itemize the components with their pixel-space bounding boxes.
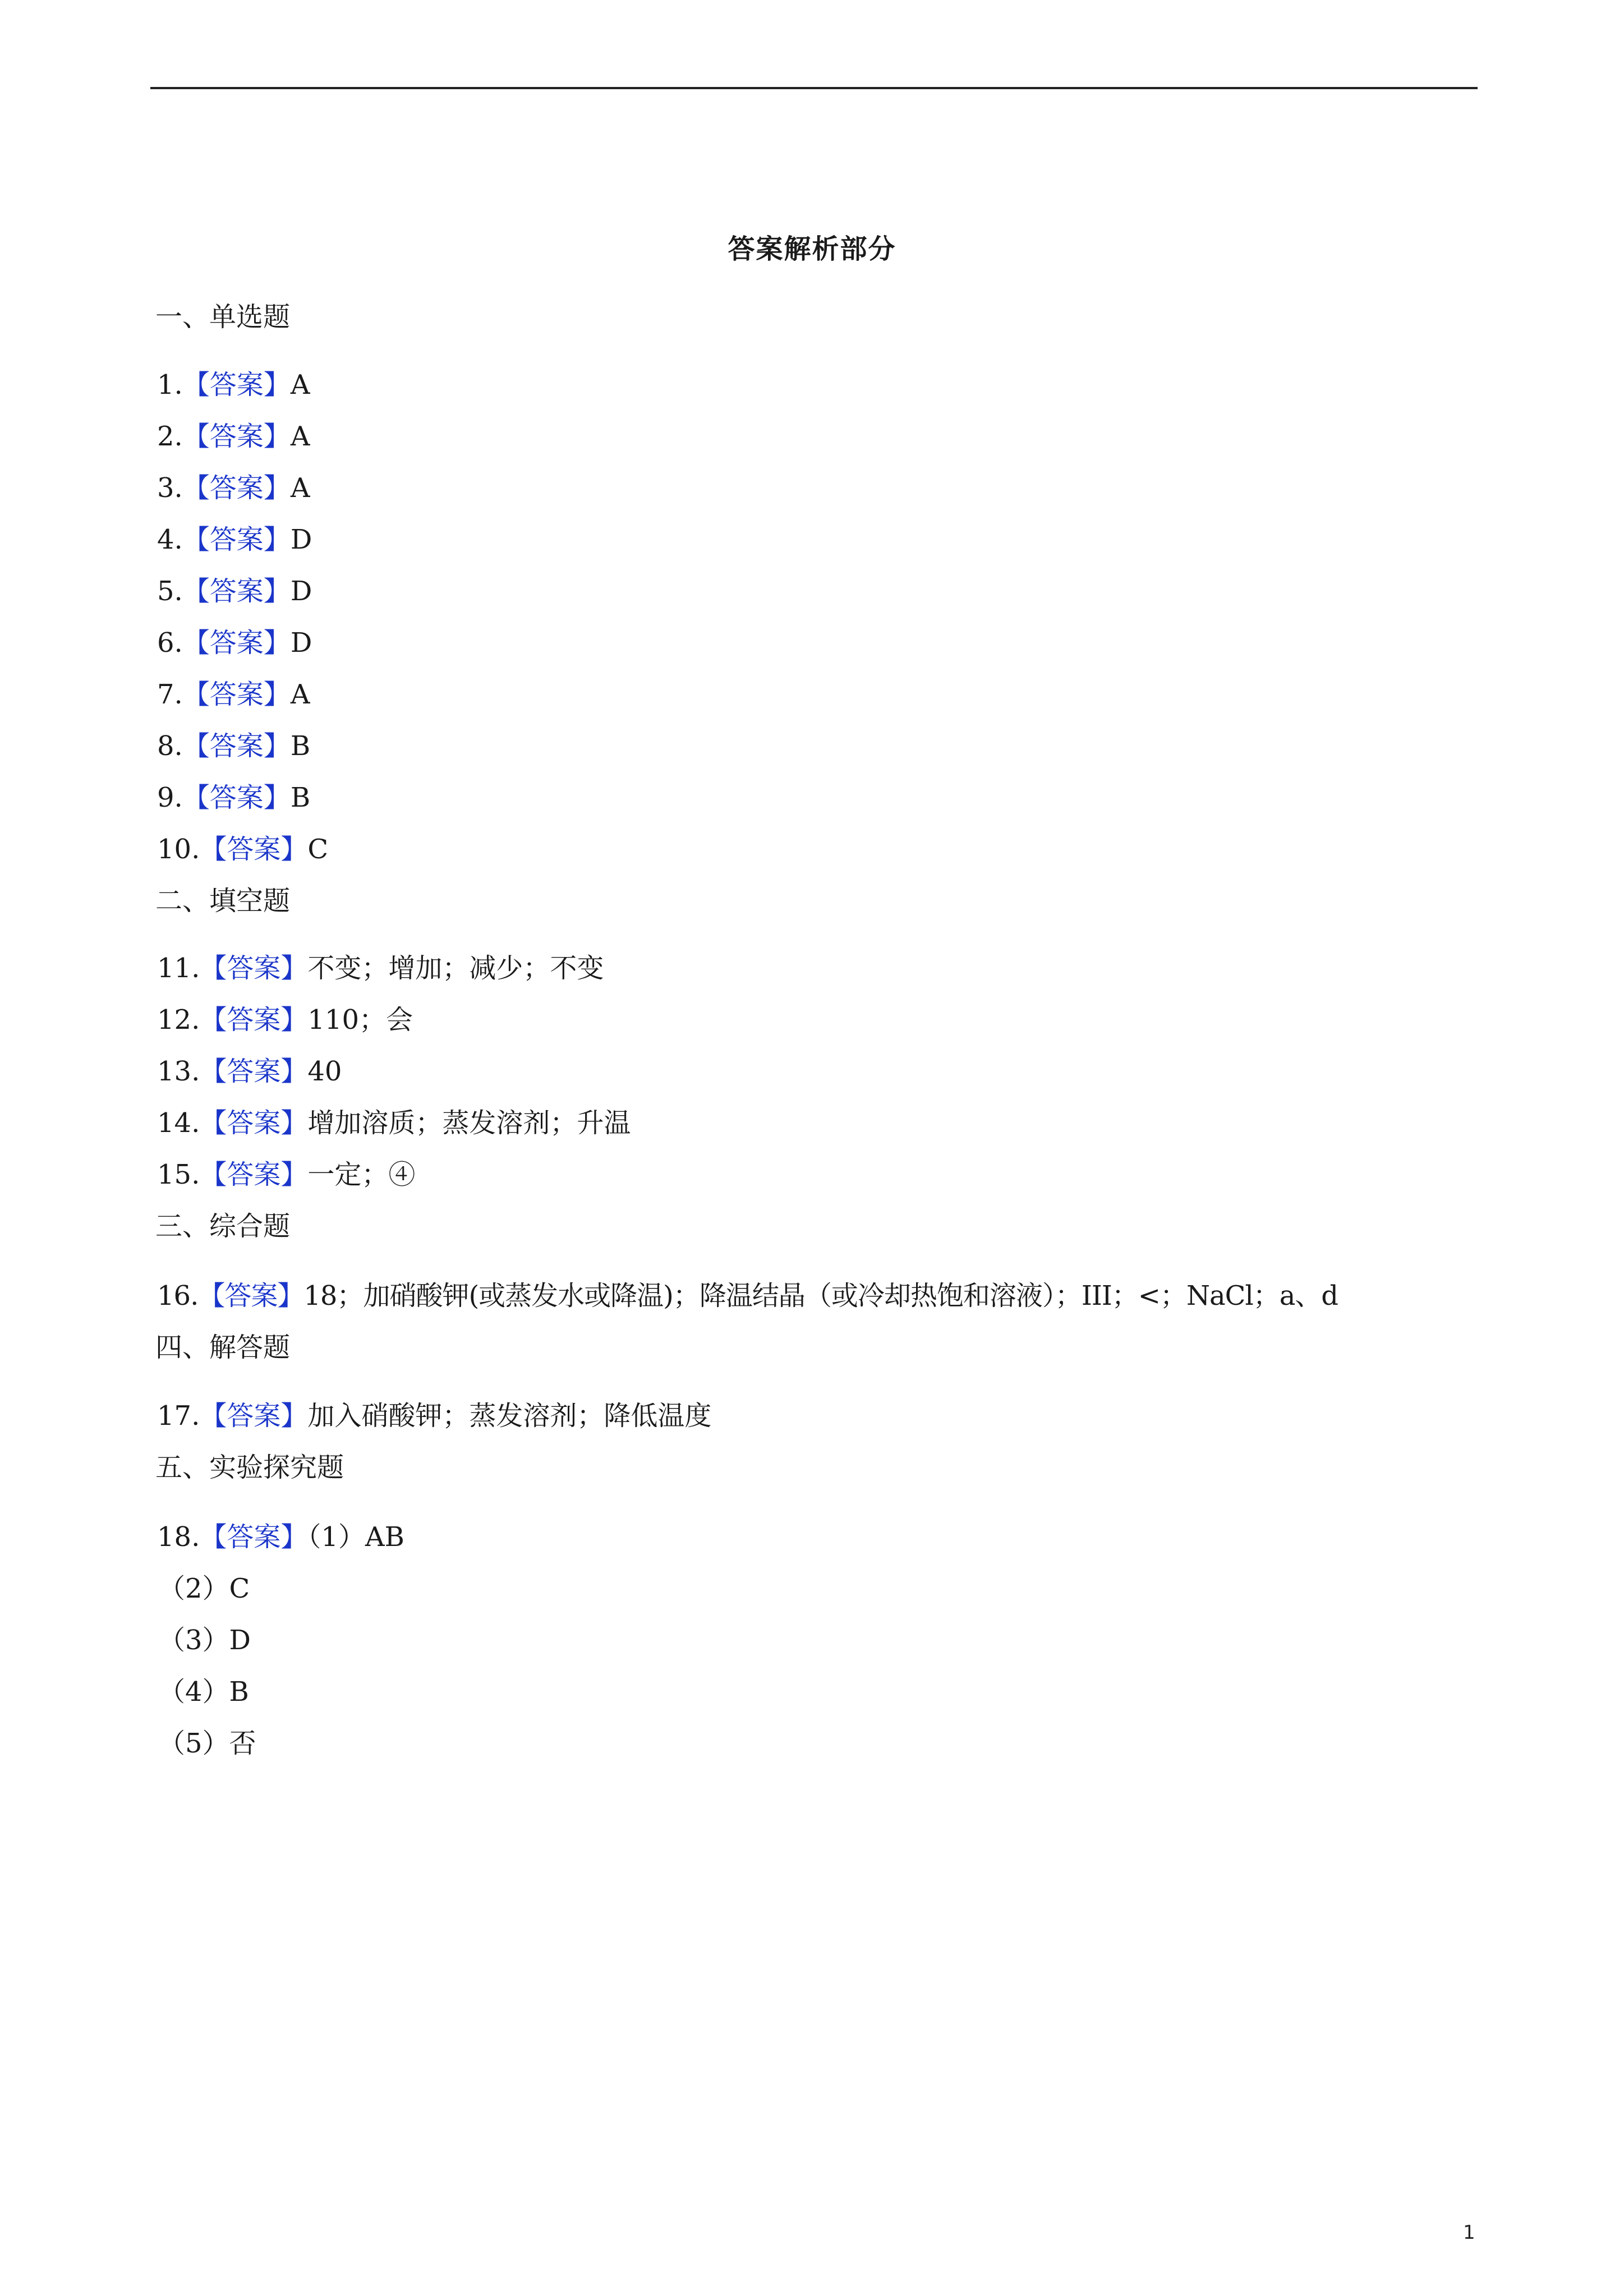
section-heading-solution: 四、解答题	[155, 1332, 291, 1363]
answer-tag: 【答案】	[182, 369, 291, 401]
answer-tag: 【答案】	[200, 1159, 308, 1190]
page-number: 1	[1463, 2221, 1475, 2244]
answer-item-14: 14.【答案】增加溶质；蒸发溶剂；升温	[157, 1107, 631, 1139]
answer-item-7: 7.【答案】A	[157, 679, 310, 710]
answer-18-part-4: （4）B	[158, 1676, 249, 1708]
answer-tag: 【答案】	[182, 782, 291, 813]
answer-item-6: 6.【答案】D	[157, 627, 312, 659]
answer-item-12: 12.【答案】110；会	[157, 1004, 413, 1036]
answer-tag: 【答案】	[200, 1400, 308, 1432]
answer-item-5: 5.【答案】D	[157, 576, 312, 607]
answer-tag: 【答案】	[198, 1280, 304, 1312]
answer-tag: 【答案】	[182, 627, 291, 659]
header-rule	[150, 87, 1478, 89]
answer-tag: 【答案】	[200, 1107, 308, 1139]
answer-tag: 【答案】	[182, 472, 291, 504]
answer-item-15: 15.【答案】一定；④	[157, 1159, 416, 1190]
answer-item-13: 13.【答案】40	[157, 1056, 342, 1087]
answer-18-part-5: （5）否	[158, 1728, 256, 1759]
page-title: 答案解析部分	[728, 233, 896, 265]
answer-tag: 【答案】	[200, 1056, 308, 1087]
answer-item-18: 18.【答案】（1）AB	[157, 1521, 404, 1553]
section-heading-experiment: 五、实验探究题	[155, 1452, 344, 1483]
answer-tag: 【答案】	[200, 1004, 308, 1036]
answer-18-part-2: （2）C	[158, 1573, 250, 1604]
section-heading-fill-in: 二、填空题	[155, 885, 291, 917]
answer-tag: 【答案】	[182, 421, 291, 452]
section-heading-single-choice: 一、单选题	[155, 301, 291, 333]
answer-item-11: 11.【答案】不变；增加；减少；不变	[157, 953, 604, 984]
answer-item-8: 8.【答案】B	[157, 730, 311, 762]
answer-tag: 【答案】	[182, 730, 291, 762]
answer-item-9: 9.【答案】B	[157, 782, 311, 813]
answer-item-1: 1.【答案】A	[157, 369, 310, 401]
answer-item-10: 10.【答案】C	[157, 834, 329, 865]
answer-tag: 【答案】	[182, 524, 291, 555]
answer-item-16: 16.【答案】18；加硝酸钾(或蒸发水或降温)；降温结晶（或冷却热饱和溶液）；III；<；NaCl；a、d	[157, 1280, 1338, 1312]
answer-tag: 【答案】	[200, 953, 308, 984]
answer-item-17: 17.【答案】加入硝酸钾；蒸发溶剂；降低温度	[157, 1400, 712, 1432]
answer-item-4: 4.【答案】D	[157, 524, 312, 555]
answer-18-part-3: （3）D	[158, 1625, 251, 1656]
answer-tag: 【答案】	[182, 576, 291, 607]
answer-item-2: 2.【答案】A	[157, 421, 310, 452]
section-heading-comprehensive: 三、综合题	[155, 1211, 291, 1242]
answer-item-3: 3.【答案】A	[157, 472, 310, 504]
answer-tag: 【答案】	[182, 679, 291, 710]
answer-tag: 【答案】	[200, 1521, 308, 1553]
answer-tag: 【答案】	[200, 834, 308, 865]
